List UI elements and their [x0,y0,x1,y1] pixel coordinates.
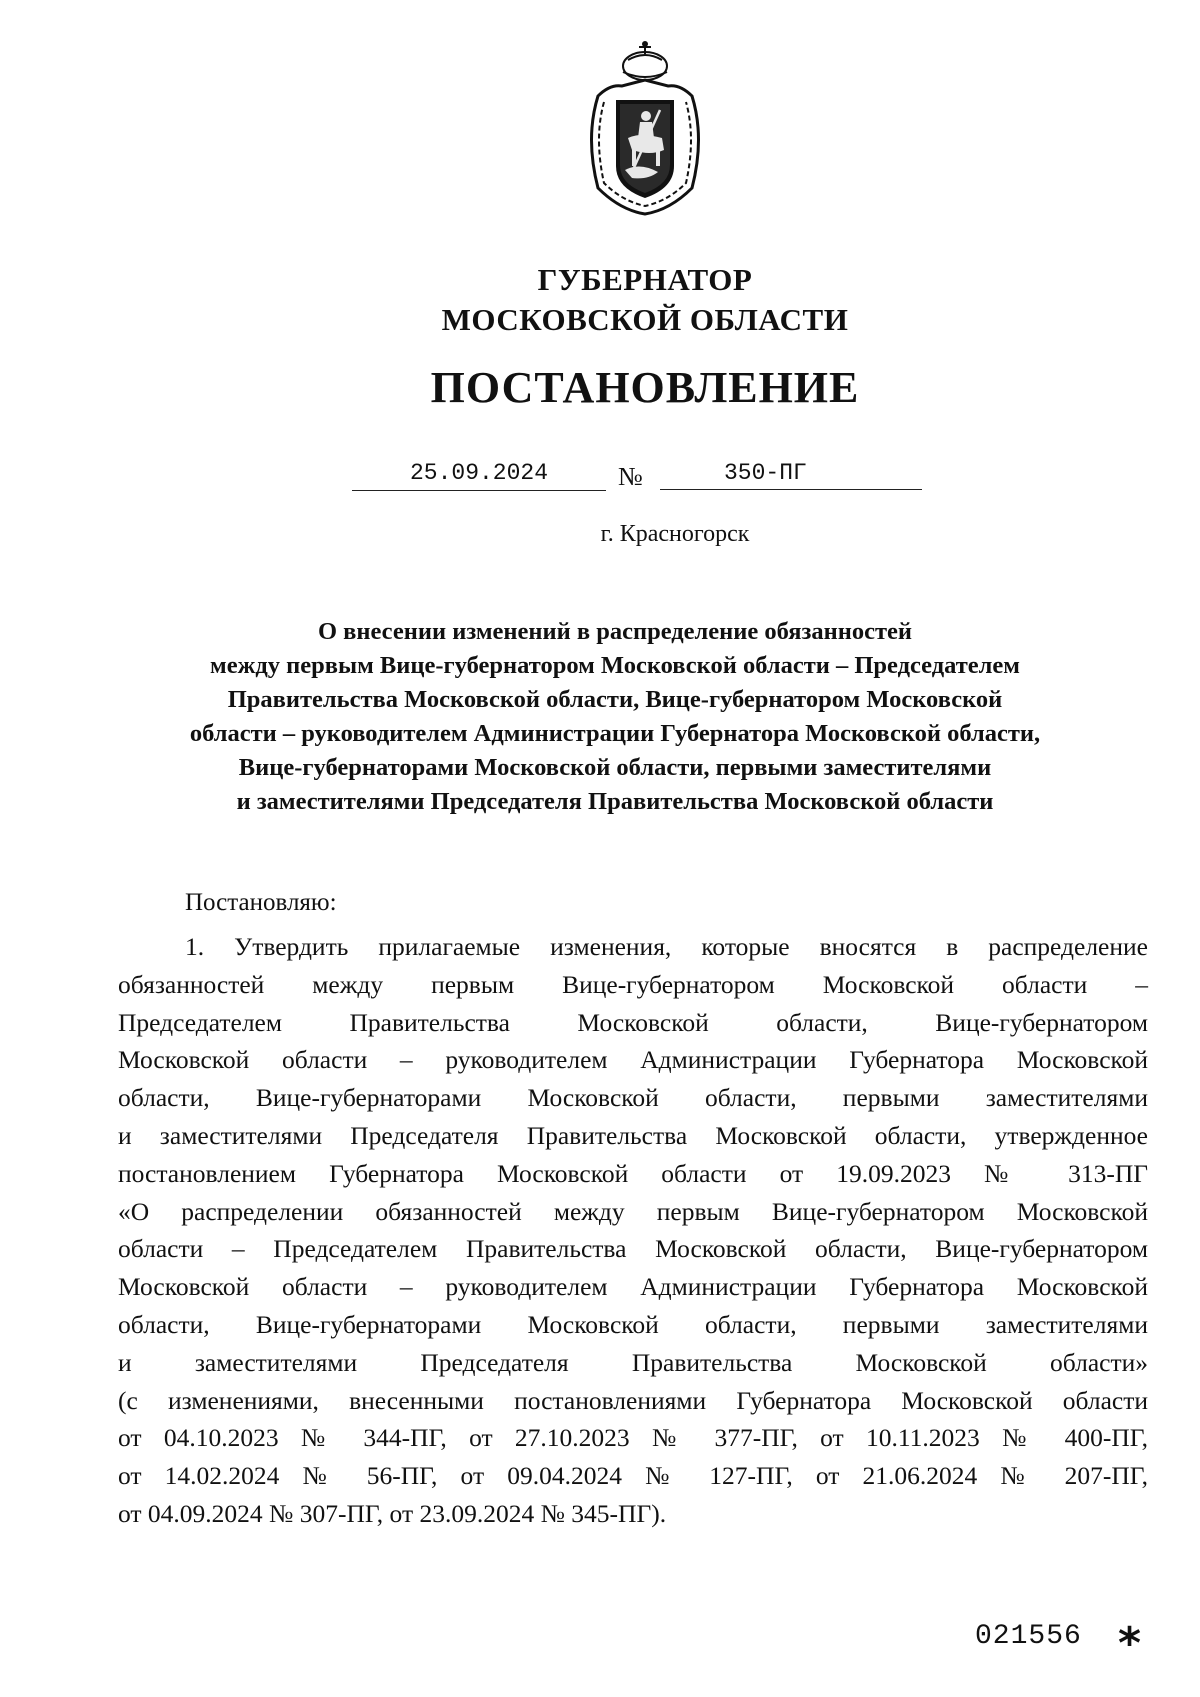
preamble: Постановляю: [185,889,337,916]
body-line: Председателем Правительства Московской области, Вице-губернатором [118,1007,1148,1037]
body-line: Московской области – руководителем Администрации Губернатора Московской [118,1272,1148,1302]
title-line: между первым Вице-губернатором Московской области – Председателем [210,652,1020,679]
body-line: области, Вице-губернаторами Московской области, первыми заместителями [118,1309,1148,1339]
document-number: 350-ПГ [660,456,922,490]
body-line: постановлением Губернатора Московской области от 19.09.2023 № 313-ПГ [118,1158,1148,1188]
authority-line-2: МОСКОВСКОЙ ОБЛАСТИ [441,302,849,337]
serial-number: 021556 [975,1621,1082,1652]
document-title [110,615,1120,819]
body-line: Московской области – руководителем Администрации Губернатора Московской [118,1045,1148,1075]
body-line: области – Председателем Правительства Московской области, Вице-губернатором [118,1234,1148,1264]
body-line: (с изменениями, внесенными постановлениями Губернатора Московской области [118,1385,1148,1415]
title-line: О внесении изменений в распределение обязанностей [317,618,912,645]
issuing-authority [300,260,990,340]
body-line: и заместителями Председателя Правительства Московской области» [118,1347,1148,1377]
body-line: и заместителями Председателя Правительства Московской области, утвержденное [118,1120,1148,1150]
asterisk-mark: * [1118,1618,1142,1669]
body-line: от 14.02.2024 № 56-ПГ, от 09.04.2024 № 127-ПГ, от 21.06.2024 № 207-ПГ, [118,1461,1148,1491]
number-sign: № [618,462,643,491]
document-type: ПОСТАНОВЛЕНИЕ [430,363,860,412]
body-line: обязанностей между первым Вице-губернатором Московской области – [118,969,1148,999]
coat-of-arms-icon [580,38,710,216]
title-line: области – руководителем Администрации Губернатора Московской области, [189,720,1041,747]
body-line: 1. Утвердить прилагаемые изменения, которые вносятся в распределение [185,932,1148,961]
body-line: от 04.09.2024 № 307-ПГ, от 23.09.2024 № 345-ПГ). [118,1498,667,1528]
document-date: 25.09.2024 [352,456,606,491]
body-line: области, Вице-губернаторами Московской области, первыми заместителями [118,1083,1148,1113]
issue-city: г. Красногорск [600,521,750,547]
body-line: от 04.10.2023 № 344-ПГ, от 27.10.2023 № 377-ПГ, от 10.11.2023 № 400-ПГ, [118,1423,1148,1453]
title-line: Вице-губернаторами Московской области, первыми заместителями [238,754,992,781]
body-line: «О распределении обязанностей между первым Вице-губернатором Московской [118,1196,1148,1226]
authority-line-1: ГУБЕРНАТОР [537,262,753,297]
title-line: и заместителями Председателя Правительства Московской области [236,788,994,815]
title-line: Правительства Московской области, Вице-губернатором Московской [227,686,1003,713]
paragraph-1 [118,928,1148,1533]
